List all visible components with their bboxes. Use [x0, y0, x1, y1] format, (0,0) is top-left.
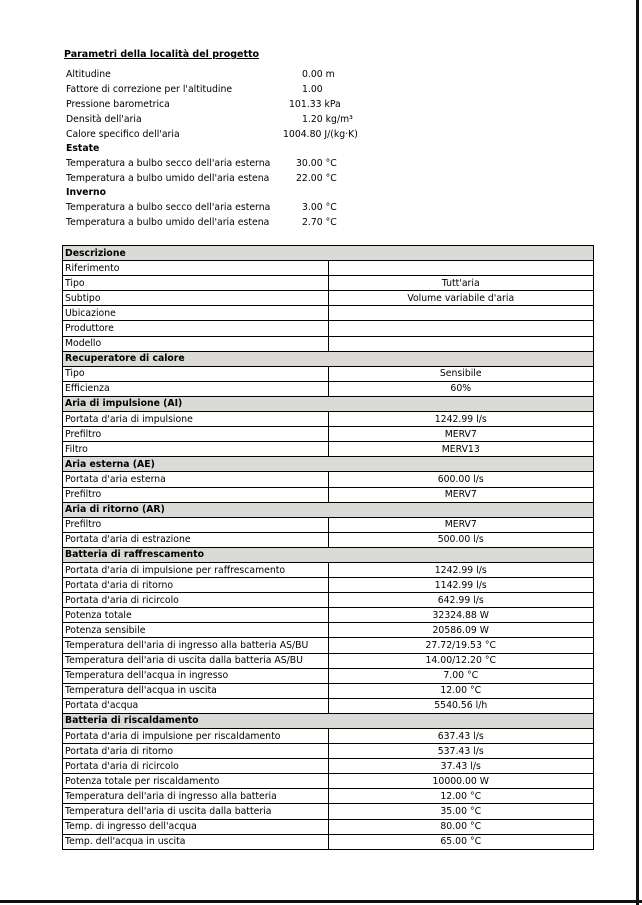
row-value: 5540.56 l/h	[328, 698, 594, 713]
winter-heading: Inverno	[66, 187, 107, 198]
row-value: 1242.99 l/s	[328, 412, 594, 427]
row-label: Portata d'aria di impulsione per riscaldamento	[63, 729, 329, 744]
row-value: 20586.09 W	[328, 623, 594, 638]
param-value-air-density: 1.20 kg/m³	[302, 114, 353, 125]
param-value-pressure: 101.33 kPa	[289, 99, 341, 110]
table-row	[63, 276, 594, 291]
row-value: 37.43 l/s	[328, 759, 594, 774]
row-label: Potenza totale	[63, 608, 329, 623]
row-value: 80.00 °C	[328, 819, 594, 834]
row-label: Tipo	[63, 276, 329, 291]
row-label: Temperatura dell'aria di uscita dalla batteria	[63, 804, 329, 819]
table-section-header	[63, 502, 594, 517]
row-label: Temperatura dell'aria di ingresso alla batteria	[63, 789, 329, 804]
row-label: Temp. di ingresso dell'acqua	[63, 819, 329, 834]
table-row	[63, 593, 594, 608]
site-parameters-title: Parametri della località del progetto	[64, 49, 260, 60]
table-row	[63, 291, 594, 306]
winter-wet-bulb-label: Temperatura a bulbo umido dell'aria estena	[66, 217, 270, 228]
section-header-label: Descrizione	[63, 246, 594, 261]
summer-dry-bulb-label: Temperatura a bulbo secco dell'aria esterna	[66, 158, 271, 169]
row-label: Potenza sensibile	[63, 623, 329, 638]
table-section-header	[63, 547, 594, 562]
row-value	[328, 261, 594, 276]
row-label: Produttore	[63, 321, 329, 336]
table-row	[63, 321, 594, 336]
row-label: Efficienza	[63, 381, 329, 396]
table-row	[63, 532, 594, 547]
table-row	[63, 834, 594, 849]
row-label: Ubicazione	[63, 306, 329, 321]
table-row	[63, 472, 594, 487]
row-label: Portata d'aria di ritorno	[63, 578, 329, 593]
row-value: Sensibile	[328, 366, 594, 381]
row-value: 14.00/12.20 °C	[328, 653, 594, 668]
row-label: Modello	[63, 336, 329, 351]
table-row	[63, 819, 594, 834]
row-label: Prefiltro	[63, 487, 329, 502]
row-value	[328, 306, 594, 321]
row-value: MERV7	[328, 487, 594, 502]
param-label-specific-heat: Calore specifico dell'aria	[66, 129, 180, 140]
table-section-header	[63, 713, 594, 728]
row-value: 27.72/19.53 °C	[328, 638, 594, 653]
row-label: Temperatura dell'acqua in uscita	[63, 683, 329, 698]
row-label: Filtro	[63, 442, 329, 457]
table-row	[63, 653, 594, 668]
page-edge-bottom	[0, 900, 642, 903]
table-row	[63, 744, 594, 759]
row-value: 1142.99 l/s	[328, 578, 594, 593]
section-header-label: Batteria di riscaldamento	[63, 713, 594, 728]
param-label-air-density: Densità dell'aria	[66, 114, 142, 125]
row-label: Temperatura dell'acqua in ingresso	[63, 668, 329, 683]
row-label: Portata d'acqua	[63, 698, 329, 713]
param-label-altitude-factor: Fattore di correzione per l'altitudine	[66, 84, 233, 95]
row-value: 12.00 °C	[328, 683, 594, 698]
row-value: 600.00 l/s	[328, 472, 594, 487]
section-header-label: Recuperatore di calore	[63, 351, 594, 366]
table-row	[63, 804, 594, 819]
row-label: Portata d'aria di ritorno	[63, 744, 329, 759]
table-row	[63, 789, 594, 804]
table-row	[63, 729, 594, 744]
table-row	[63, 759, 594, 774]
row-value: Tutt'aria	[328, 276, 594, 291]
winter-wet-bulb-value: 2.70 °C	[302, 217, 337, 228]
param-label-pressure: Pressione barometrica	[66, 99, 170, 110]
table-row	[63, 427, 594, 442]
row-label: Potenza totale per riscaldamento	[63, 774, 329, 789]
param-value-specific-heat: 1004.80 J/(kg·K)	[283, 129, 358, 140]
table-row	[63, 638, 594, 653]
row-value: 1242.99 l/s	[328, 562, 594, 577]
row-label: Portata d'aria esterna	[63, 472, 329, 487]
table-row	[63, 412, 594, 427]
row-label: Temperatura dell'aria di uscita dalla batteria AS/BU	[63, 653, 329, 668]
row-label: Subtipo	[63, 291, 329, 306]
table-row	[63, 608, 594, 623]
table-row	[63, 774, 594, 789]
table-row	[63, 366, 594, 381]
row-value: 10000.00 W	[328, 774, 594, 789]
param-value-altitude: 0.00 m	[302, 69, 335, 80]
table-section-header	[63, 457, 594, 472]
row-value: 12.00 °C	[328, 789, 594, 804]
table-section-header	[63, 351, 594, 366]
row-value: 537.43 l/s	[328, 744, 594, 759]
row-label: Temperatura dell'aria di ingresso alla batteria AS/BU	[63, 638, 329, 653]
row-value: 642.99 l/s	[328, 593, 594, 608]
table-row	[63, 562, 594, 577]
row-value: MERV7	[328, 517, 594, 532]
row-value: 500.00 l/s	[328, 532, 594, 547]
table-row	[63, 578, 594, 593]
table-row	[63, 668, 594, 683]
row-label: Prefiltro	[63, 427, 329, 442]
summer-dry-bulb-value: 30.00 °C	[296, 158, 337, 169]
row-value: 65.00 °C	[328, 834, 594, 849]
summer-heading: Estate	[66, 143, 100, 154]
section-header-label: Aria di ritorno (AR)	[63, 502, 594, 517]
row-label: Portata d'aria di impulsione	[63, 412, 329, 427]
row-label: Portata d'aria di ricircolo	[63, 593, 329, 608]
table-row	[63, 336, 594, 351]
table-row	[63, 306, 594, 321]
table-row	[63, 442, 594, 457]
table-section-header	[63, 246, 594, 261]
row-value: MERV7	[328, 427, 594, 442]
table-row	[63, 683, 594, 698]
table-section-header	[63, 396, 594, 411]
table-row	[63, 261, 594, 276]
equipment-table	[62, 245, 594, 850]
section-header-label: Aria di impulsione (AI)	[63, 396, 594, 411]
row-value: 637.43 l/s	[328, 729, 594, 744]
row-value: Volume variabile d'aria	[328, 291, 594, 306]
table-row	[63, 381, 594, 396]
row-value	[328, 336, 594, 351]
row-value: 7.00 °C	[328, 668, 594, 683]
summer-wet-bulb-value: 22.00 °C	[296, 173, 337, 184]
row-label: Prefiltro	[63, 517, 329, 532]
row-value: MERV13	[328, 442, 594, 457]
table-row	[63, 487, 594, 502]
param-value-altitude-factor: 1.00	[302, 84, 323, 95]
winter-dry-bulb-label: Temperatura a bulbo secco dell'aria esterna	[66, 202, 271, 213]
section-header-label: Batteria di raffrescamento	[63, 547, 594, 562]
table-row	[63, 623, 594, 638]
table-row	[63, 698, 594, 713]
row-label: Portata d'aria di impulsione per raffrescamento	[63, 562, 329, 577]
row-label: Portata d'aria di ricircolo	[63, 759, 329, 774]
row-value: 35.00 °C	[328, 804, 594, 819]
table-row	[63, 517, 594, 532]
row-value: 32324.88 W	[328, 608, 594, 623]
section-header-label: Aria esterna (AE)	[63, 457, 594, 472]
param-label-altitude: Altitudine	[66, 69, 111, 80]
row-label: Riferimento	[63, 261, 329, 276]
winter-dry-bulb-value: 3.00 °C	[302, 202, 337, 213]
row-label: Portata d'aria di estrazione	[63, 532, 329, 547]
summer-wet-bulb-label: Temperatura a bulbo umido dell'aria estena	[66, 173, 270, 184]
row-label: Temp. dell'acqua in uscita	[63, 834, 329, 849]
page-edge-right	[636, 0, 639, 905]
row-value	[328, 321, 594, 336]
row-label: Tipo	[63, 366, 329, 381]
row-value: 60%	[328, 381, 594, 396]
